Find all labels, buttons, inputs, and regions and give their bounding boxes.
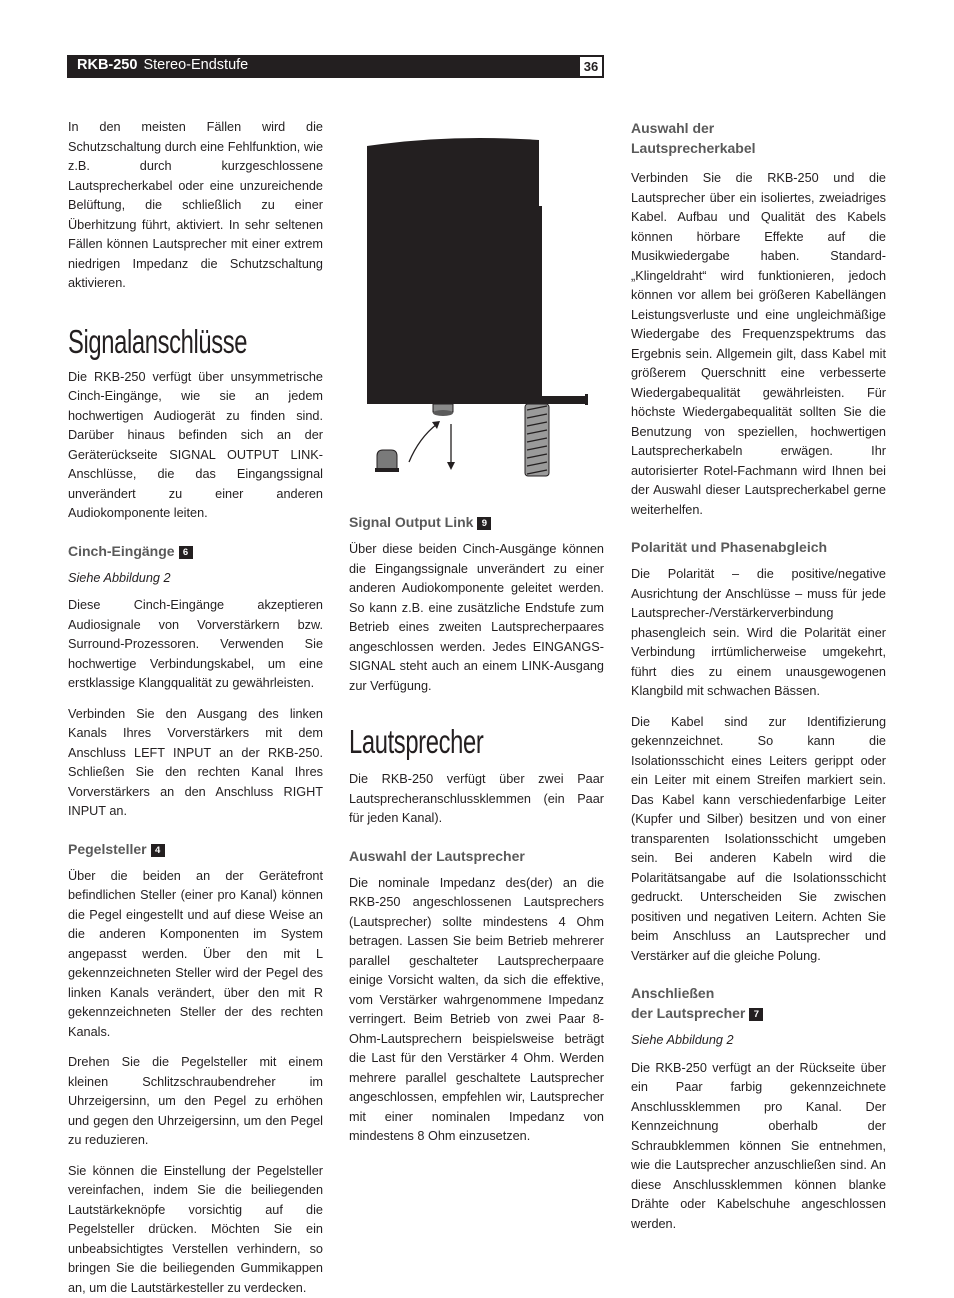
ansch-paragraph: Die RKB-250 verfügt an der Rückseite über ein Paar farbig gekennzeichnete Anschlussklemmen pro Kanal. Der Kennzeichnung oberhalb der Schraubklemmen können Sie entnehmen, wie die Lautsprecher anzuschließen sind. An diese Anschlussklemmen können blanke Drähte oder Kabelschuhe angeschlossen werden.: [631, 1059, 886, 1235]
figure-reference: Siehe Abbildung 2: [68, 569, 323, 589]
heading-cinch-eingaenge: [68, 541, 323, 561]
heading-polaritaet: Polarität und Phasenabgleich: [631, 537, 886, 557]
cinch-heading-text: Cinch-Eingänge: [68, 543, 175, 559]
intro-paragraph: In den meisten Fällen wird die Schutzschaltung durch eine Fehlfunktion, wie z.B. durch kurzgeschlossene Lautsprecherkabel oder eine unzureichende Belüftung, die schließlich zu einer Überhitzung führt, aktiviert. In sehr seltenen Fällen können Lautsprecher mit einer extrem niedrigen Impedanz die Schutzschaltung aktivieren.: [68, 118, 323, 294]
reference-number-badge: 9: [477, 517, 491, 530]
link-heading-text: Signal Output Link: [349, 514, 473, 530]
reference-number-badge: 7: [749, 1008, 763, 1021]
ansch-heading-line-2: der Lautsprecher: [631, 1005, 745, 1021]
cinch-paragraph-1: Diese Cinch-Eingänge akzeptieren Audiosignale von Vorverstärkern bzw. Surround-Prozessoren. Verwenden Sie hochwertige Verbindungskabel, um eine erstklassige Klangqualität zu gewährleisten.: [68, 596, 323, 694]
column-middle: [349, 512, 604, 1147]
polar-paragraph-2: Die Kabel sind zur Identifizierung gekennzeichnet. So kann die Isolationsschicht eines Leiters gerippt oder ein Leiter mit einem Streifen markiert sein. Das Kabel kann verschiedenfarbige Leiter (Kupfer und Silber) besitzen und von einer transparenten Isolationsschicht umgeben sein. Bei anderen Kabeln wird die Polaritätsangabe auf die Isolationsschicht gedruckt. Unterscheiden Sie zwischen positiven und negativen Leitern. Achten Sie beim Anschluss an Lautsprecher und Verstärker auf die gleiche Polung.: [631, 713, 886, 967]
polar-paragraph-1: Die Polarität – die positive/negative Ausrichtung der Anschlüsse – muss für jede Lautsprecher-/Verstärkerverbindung phasengleich sein. Wird die Polarität einer Verbindung irrtümlicherweise umgekehrt, führt dies zu einem unausgewogenen Klangbild mit schwachen Bässen.: [631, 565, 886, 702]
heading-signalanschluesse: Signalanschlüsse: [68, 322, 252, 362]
pegel-paragraph-2: Drehen Sie die Pegelsteller mit einem kleinen Schlitzschraubendreher im Uhrzeigersinn, um den Pegel zu erhöhen und gegen den Uhrzeigersinn, um den Pegel zu reduzieren.: [68, 1053, 323, 1151]
signal-paragraph: Die RKB-250 verfügt über unsymmetrische Cinch-Eingänge, wie sie an jedem hochwertigen Audiogerät zu finden sind. Darüber hinaus befinden sich an der Geräterückseite SIGNAL OUTPUT LINK-Anschlüsse, die das Eingangssignal unverändert zu einer anderen Audiokomponente leiten.: [68, 368, 323, 524]
heading-signal-output-link: [349, 512, 604, 532]
link-paragraph: Über diese beiden Cinch-Ausgänge können die Eingangssignale unverändert zu einer anderen Audiokomponente geleitet werden. So kann z.B. eine zusätzliche Endstufe zum Betrieb eines zweiten Lautsprecherpaares angeschlossen werden. Jedes EINGANGS-SIGNAL steht auch an einem LINK-Ausgang zur Verfügung.: [349, 540, 604, 696]
pegel-heading-text: Pegelsteller: [68, 841, 147, 857]
kabel-heading-line-2: Lautsprecherkabel: [631, 138, 886, 158]
figure-reference: Siehe Abbildung 2: [631, 1031, 886, 1051]
heading-anschliessen: [631, 983, 886, 1023]
reference-number-badge: 4: [151, 844, 165, 857]
column-right: [631, 118, 886, 1234]
model-name: RKB-250: [77, 57, 137, 73]
header-subtitle: Stereo-Endstufe: [143, 57, 248, 73]
heading-lautsprecher: Lautsprecher: [349, 722, 533, 762]
page-number: 36: [580, 57, 602, 76]
pegel-paragraph-3: Sie können die Einstellung der Pegelsteller vereinfachen, indem Sie die beiliegenden Lautstärkeknöpfe vorsichtig auf die Pegelsteller drücken. Möchten Sie ein unbeabsichtigtes Verstellen verhindern, so bringen Sie die beiliegenden Gummikappen an, um die Lautstärkesteller zu verdecken.: [68, 1162, 323, 1298]
lautsprecher-paragraph: Die RKB-250 verfügt über zwei Paar Lautsprecheranschlussklemmen (ein Paar für jeden Kanal).: [349, 770, 604, 829]
kabel-paragraph: Verbinden Sie die RKB-250 und die Lautsprecher über ein isoliertes, zweiadriges Kabel. Aufbau und Qualität des Kabels können hörbare Effekte auf die Musikwiedergabe haben. Standard-„Klingeldraht“ wird funktionieren, jedoch können vor allem bei größeren Kabellängen Leistungsverluste und eine ungleichmäßige Wiedergabe des Frequenzspektrums das Ergebnis sein. Allgemein gilt, dass Kabel mit größerem Querschnitt eine verbesserte Wiedergabequalität gewährleisten. Für höchste Wiedergabequalität sollten Sie die Benutzung von speziellen, hochwertigen Lautsprecherkabeln erwägen. Ihr autorisierter Rotel-Fachmann wird Ihnen bei der Auswahl dieser Lautsprecherkabel gerne weiterhelfen.: [631, 169, 886, 520]
pegel-paragraph-1: Über die beiden an der Gerätefront befindlichen Steller (einer pro Kanal) können die Pegel eingestellt und auf diese Weise an die anderen Komponenten im System angepasst werden. Über den mit L gekennzeichneten Steller wird der Pegel des linken Kanals verändert, über den mit R gekennzeichneten Steller der des rechten Kanals.: [68, 867, 323, 1043]
ansch-heading-line-1: Anschließen: [631, 983, 886, 1003]
kabel-heading-line-1: Auswahl der: [631, 118, 886, 138]
heading-auswahl-lautsprecher: Auswahl der Lautsprecher: [349, 846, 604, 866]
reference-number-badge: 6: [179, 546, 193, 559]
column-left: [68, 118, 323, 1298]
cinch-paragraph-2: Verbinden Sie den Ausgang des linken Kanals Ihres Vorverstärkers mit dem Anschluss LEFT INPUT an der RKB-250. Schließen Sie den rechten Kanal Ihres Vorverstärkers an den Anschluss RIGHT INPUT an.: [68, 705, 323, 822]
page-header: [67, 55, 604, 78]
header-title: [77, 57, 248, 73]
level-control-illustration: [349, 118, 605, 500]
heading-auswahl-kabel: [631, 118, 886, 158]
heading-pegelsteller: [68, 839, 323, 859]
auswahl-paragraph: Die nominale Impedanz des(der) an die RKB-250 angeschlossenen Lautsprechers (Lautsprecher) sollte mindestens 4 Ohm betragen. Lassen Sie beim Betrieb mehrerer parallel geschalteter Lautsprecherpaare einige Vorsicht walten, da sich die effektive, vom Verstärker wahrgenommene Impedanz verringert. Beim Betrieb von zwei Paar 8-Ohm-Lautsprechern beispielsweise beträgt die Last für den Verstärker 4 Ohm. Werden mehrere parallel geschaltete Lautsprecher angeschlossen, empfehlen wir, Lautsprecher mit einer nominalen Impedanz von mindestens 8 Ohm einzusetzen.: [349, 874, 604, 1147]
